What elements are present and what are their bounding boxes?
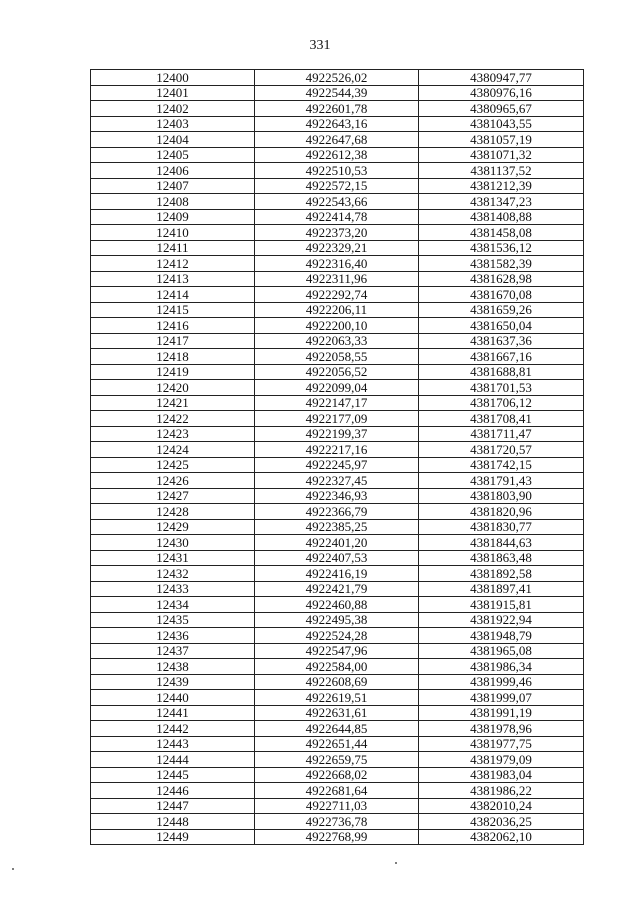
point-number-cell: 12435	[91, 612, 255, 628]
point-number-cell: 12429	[91, 519, 255, 535]
x-coordinate-cell: 4922177,09	[255, 411, 419, 427]
point-number-cell: 12449	[91, 829, 255, 845]
y-coordinate-cell: 4381948,79	[419, 628, 584, 644]
y-coordinate-cell: 4381897,41	[419, 581, 584, 597]
x-coordinate-cell: 4922524,28	[255, 628, 419, 644]
table-row	[91, 178, 584, 194]
y-coordinate-cell: 4381650,04	[419, 318, 584, 334]
table-row	[91, 767, 584, 783]
table-row	[91, 566, 584, 582]
point-number-cell: 12414	[91, 287, 255, 303]
y-coordinate-cell: 4381830,77	[419, 519, 584, 535]
x-coordinate-cell: 4922572,15	[255, 178, 419, 194]
x-coordinate-cell: 4922681,64	[255, 783, 419, 799]
table-row	[91, 442, 584, 458]
table-row	[91, 488, 584, 504]
table-row	[91, 163, 584, 179]
x-coordinate-cell: 4922601,78	[255, 101, 419, 117]
y-coordinate-cell: 4381582,39	[419, 256, 584, 272]
table-row	[91, 597, 584, 613]
y-coordinate-cell: 4381536,12	[419, 240, 584, 256]
y-coordinate-cell: 4381803,90	[419, 488, 584, 504]
table-row	[91, 287, 584, 303]
y-coordinate-cell: 4381701,53	[419, 380, 584, 396]
y-coordinate-cell: 4381212,39	[419, 178, 584, 194]
x-coordinate-cell: 4922647,68	[255, 132, 419, 148]
x-coordinate-cell: 4922316,40	[255, 256, 419, 272]
y-coordinate-cell: 4381628,98	[419, 271, 584, 287]
x-coordinate-cell: 4922147,17	[255, 395, 419, 411]
point-number-cell: 12407	[91, 178, 255, 194]
table-row	[91, 612, 584, 628]
point-number-cell: 12437	[91, 643, 255, 659]
table-row	[91, 132, 584, 148]
x-coordinate-cell: 4922544,39	[255, 85, 419, 101]
table-row	[91, 70, 584, 86]
x-coordinate-cell: 4922058,55	[255, 349, 419, 365]
y-coordinate-cell: 4381999,07	[419, 690, 584, 706]
x-coordinate-cell: 4922644,85	[255, 721, 419, 737]
x-coordinate-cell: 4922711,03	[255, 798, 419, 814]
point-number-cell: 12446	[91, 783, 255, 799]
x-coordinate-cell: 4922421,79	[255, 581, 419, 597]
x-coordinate-cell: 4922385,25	[255, 519, 419, 535]
y-coordinate-cell: 4381408,88	[419, 209, 584, 225]
x-coordinate-cell: 4922292,74	[255, 287, 419, 303]
table-row	[91, 256, 584, 272]
point-number-cell: 12441	[91, 705, 255, 721]
table-row	[91, 271, 584, 287]
y-coordinate-cell: 4381978,96	[419, 721, 584, 737]
point-number-cell: 12421	[91, 395, 255, 411]
table-row	[91, 349, 584, 365]
table-row	[91, 659, 584, 675]
table-row	[91, 194, 584, 210]
y-coordinate-cell: 4381922,94	[419, 612, 584, 628]
x-coordinate-cell: 4922199,37	[255, 426, 419, 442]
x-coordinate-cell: 4922736,78	[255, 814, 419, 830]
point-number-cell: 12423	[91, 426, 255, 442]
x-coordinate-cell: 4922366,79	[255, 504, 419, 520]
x-coordinate-cell: 4922206,11	[255, 302, 419, 318]
y-coordinate-cell: 4381688,81	[419, 364, 584, 380]
x-coordinate-cell: 4922217,16	[255, 442, 419, 458]
table-row	[91, 721, 584, 737]
x-coordinate-cell: 4922401,20	[255, 535, 419, 551]
y-coordinate-cell: 4381977,75	[419, 736, 584, 752]
x-coordinate-cell: 4922495,38	[255, 612, 419, 628]
table-row	[91, 550, 584, 566]
x-coordinate-cell: 4922063,33	[255, 333, 419, 349]
y-coordinate-cell: 4381863,48	[419, 550, 584, 566]
x-coordinate-cell: 4922460,88	[255, 597, 419, 613]
point-number-cell: 12425	[91, 457, 255, 473]
y-coordinate-cell: 4381979,09	[419, 752, 584, 768]
y-coordinate-cell: 4381791,43	[419, 473, 584, 489]
x-coordinate-cell: 4922373,20	[255, 225, 419, 241]
table-row	[91, 364, 584, 380]
x-coordinate-cell: 4922311,96	[255, 271, 419, 287]
point-number-cell: 12434	[91, 597, 255, 613]
x-coordinate-cell: 4922510,53	[255, 163, 419, 179]
table-row	[91, 783, 584, 799]
table-row	[91, 85, 584, 101]
y-coordinate-cell: 4381637,36	[419, 333, 584, 349]
x-coordinate-cell: 4922643,16	[255, 116, 419, 132]
y-coordinate-cell: 4381844,63	[419, 535, 584, 551]
table-row	[91, 147, 584, 163]
scan-speck	[395, 862, 397, 864]
y-coordinate-cell: 4381667,16	[419, 349, 584, 365]
y-coordinate-cell: 4381137,52	[419, 163, 584, 179]
point-number-cell: 12430	[91, 535, 255, 551]
table-row	[91, 225, 584, 241]
y-coordinate-cell: 4381999,46	[419, 674, 584, 690]
table-row	[91, 116, 584, 132]
point-number-cell: 12401	[91, 85, 255, 101]
x-coordinate-cell: 4922668,02	[255, 767, 419, 783]
y-coordinate-cell: 4381742,15	[419, 457, 584, 473]
point-number-cell: 12433	[91, 581, 255, 597]
point-number-cell: 12445	[91, 767, 255, 783]
table-row	[91, 581, 584, 597]
y-coordinate-cell: 4381983,04	[419, 767, 584, 783]
point-number-cell: 12438	[91, 659, 255, 675]
table-row	[91, 473, 584, 489]
point-number-cell: 12419	[91, 364, 255, 380]
point-number-cell: 12418	[91, 349, 255, 365]
point-number-cell: 12442	[91, 721, 255, 737]
table-row	[91, 411, 584, 427]
point-number-cell: 12409	[91, 209, 255, 225]
y-coordinate-cell: 4381991,19	[419, 705, 584, 721]
y-coordinate-cell: 4381986,22	[419, 783, 584, 799]
point-number-cell: 12427	[91, 488, 255, 504]
table-row	[91, 426, 584, 442]
point-number-cell: 12444	[91, 752, 255, 768]
table-row	[91, 535, 584, 551]
table-row	[91, 690, 584, 706]
x-coordinate-cell: 4922651,44	[255, 736, 419, 752]
table-row	[91, 519, 584, 535]
y-coordinate-cell: 4381057,19	[419, 132, 584, 148]
y-coordinate-cell: 4381659,26	[419, 302, 584, 318]
y-coordinate-cell: 4381706,12	[419, 395, 584, 411]
point-number-cell: 12415	[91, 302, 255, 318]
y-coordinate-cell: 4381986,34	[419, 659, 584, 675]
point-number-cell: 12422	[91, 411, 255, 427]
y-coordinate-cell: 4381892,58	[419, 566, 584, 582]
y-coordinate-cell: 4381458,08	[419, 225, 584, 241]
point-number-cell: 12420	[91, 380, 255, 396]
y-coordinate-cell: 4381965,08	[419, 643, 584, 659]
point-number-cell: 12443	[91, 736, 255, 752]
y-coordinate-cell: 4381720,57	[419, 442, 584, 458]
table-row	[91, 395, 584, 411]
point-number-cell: 12439	[91, 674, 255, 690]
point-number-cell: 12416	[91, 318, 255, 334]
coordinates-table	[90, 69, 584, 845]
point-number-cell: 12412	[91, 256, 255, 272]
x-coordinate-cell: 4922547,96	[255, 643, 419, 659]
y-coordinate-cell: 4381670,08	[419, 287, 584, 303]
x-coordinate-cell: 4922659,75	[255, 752, 419, 768]
x-coordinate-cell: 4922584,00	[255, 659, 419, 675]
table-row	[91, 457, 584, 473]
point-number-cell: 12403	[91, 116, 255, 132]
x-coordinate-cell: 4922526,02	[255, 70, 419, 86]
point-number-cell: 12406	[91, 163, 255, 179]
y-coordinate-cell: 4381071,32	[419, 147, 584, 163]
y-coordinate-cell: 4381820,96	[419, 504, 584, 520]
y-coordinate-cell: 4380976,16	[419, 85, 584, 101]
y-coordinate-cell: 4381043,55	[419, 116, 584, 132]
table-row	[91, 814, 584, 830]
table-row	[91, 628, 584, 644]
x-coordinate-cell: 4922543,66	[255, 194, 419, 210]
x-coordinate-cell: 4922099,04	[255, 380, 419, 396]
x-coordinate-cell: 4922056,52	[255, 364, 419, 380]
point-number-cell: 12448	[91, 814, 255, 830]
point-number-cell: 12417	[91, 333, 255, 349]
y-coordinate-cell: 4381915,81	[419, 597, 584, 613]
y-coordinate-cell: 4380947,77	[419, 70, 584, 86]
point-number-cell: 12411	[91, 240, 255, 256]
table-row	[91, 674, 584, 690]
point-number-cell: 12432	[91, 566, 255, 582]
table-row	[91, 705, 584, 721]
table-row	[91, 101, 584, 117]
x-coordinate-cell: 4922327,45	[255, 473, 419, 489]
table-row	[91, 798, 584, 814]
y-coordinate-cell: 4381711,47	[419, 426, 584, 442]
table-row	[91, 209, 584, 225]
x-coordinate-cell: 4922329,21	[255, 240, 419, 256]
table-row	[91, 829, 584, 845]
x-coordinate-cell: 4922612,38	[255, 147, 419, 163]
table-row	[91, 302, 584, 318]
point-number-cell: 12404	[91, 132, 255, 148]
table-row	[91, 380, 584, 396]
x-coordinate-cell: 4922416,19	[255, 566, 419, 582]
table-row	[91, 240, 584, 256]
y-coordinate-cell: 4380965,67	[419, 101, 584, 117]
y-coordinate-cell: 4382036,25	[419, 814, 584, 830]
point-number-cell: 12431	[91, 550, 255, 566]
x-coordinate-cell: 4922407,53	[255, 550, 419, 566]
y-coordinate-cell: 4381347,23	[419, 194, 584, 210]
point-number-cell: 12447	[91, 798, 255, 814]
y-coordinate-cell: 4381708,41	[419, 411, 584, 427]
point-number-cell: 12426	[91, 473, 255, 489]
x-coordinate-cell: 4922414,78	[255, 209, 419, 225]
point-number-cell: 12405	[91, 147, 255, 163]
point-number-cell: 12424	[91, 442, 255, 458]
scan-speck	[12, 868, 14, 870]
x-coordinate-cell: 4922768,99	[255, 829, 419, 845]
coordinates-table-body	[91, 70, 584, 845]
point-number-cell: 12410	[91, 225, 255, 241]
table-row	[91, 318, 584, 334]
x-coordinate-cell: 4922346,93	[255, 488, 419, 504]
page-number: 331	[309, 38, 331, 53]
x-coordinate-cell: 4922631,61	[255, 705, 419, 721]
table-row	[91, 736, 584, 752]
point-number-cell: 12400	[91, 70, 255, 86]
point-number-cell: 12440	[91, 690, 255, 706]
point-number-cell: 12413	[91, 271, 255, 287]
table-row	[91, 333, 584, 349]
x-coordinate-cell: 4922200,10	[255, 318, 419, 334]
x-coordinate-cell: 4922608,69	[255, 674, 419, 690]
point-number-cell: 12436	[91, 628, 255, 644]
x-coordinate-cell: 4922619,51	[255, 690, 419, 706]
x-coordinate-cell: 4922245,97	[255, 457, 419, 473]
point-number-cell: 12402	[91, 101, 255, 117]
point-number-cell: 12408	[91, 194, 255, 210]
point-number-cell: 12428	[91, 504, 255, 520]
table-row	[91, 504, 584, 520]
table-row	[91, 643, 584, 659]
y-coordinate-cell: 4382062,10	[419, 829, 584, 845]
table-row	[91, 752, 584, 768]
y-coordinate-cell: 4382010,24	[419, 798, 584, 814]
